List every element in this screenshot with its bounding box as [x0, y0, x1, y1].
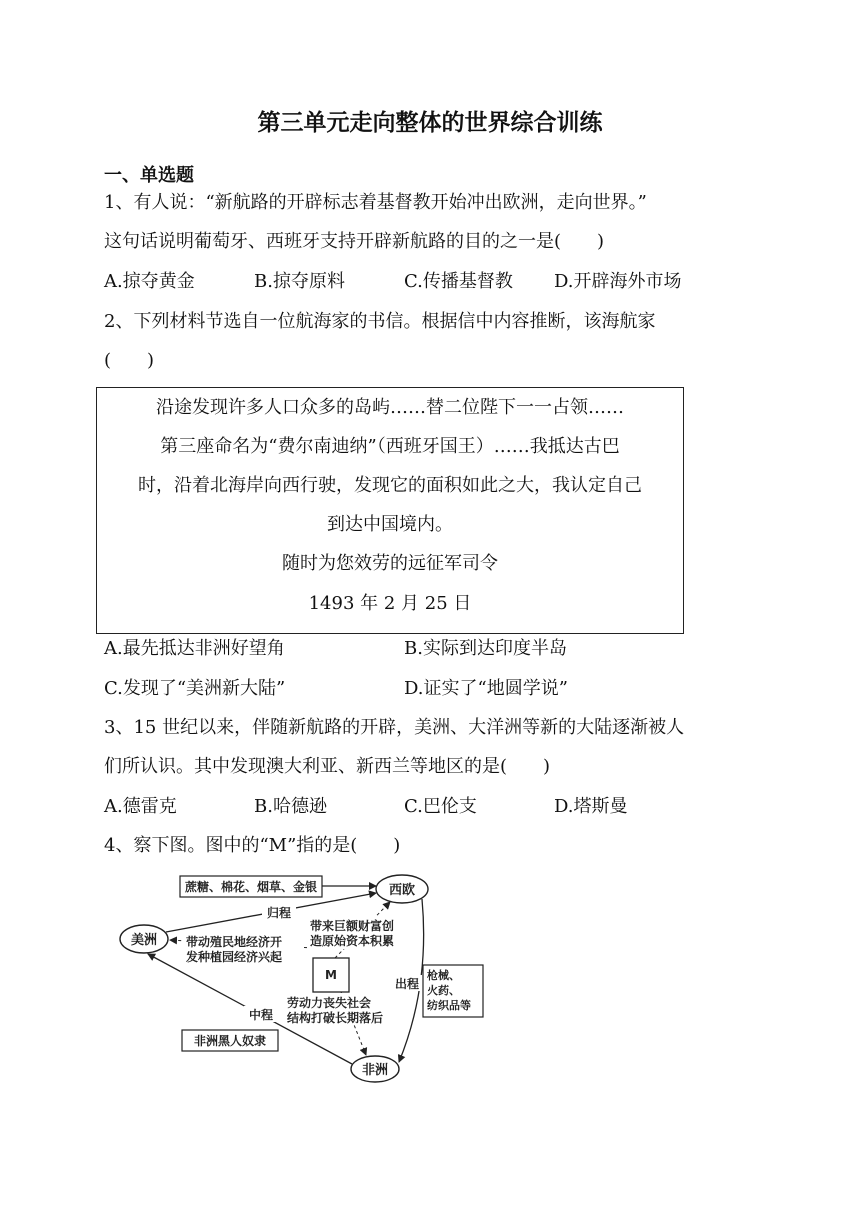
q3-stem-line1: 3、15 世纪以来，伴随新航路的开辟，美洲、大洋洲等新的大陆逐渐被人	[104, 717, 685, 738]
europe-effect-line2: 造原始资本积累	[310, 934, 395, 948]
west-europe-label: 西欧	[388, 883, 416, 898]
page-title: 第三单元走向整体的世界综合训练	[257, 110, 603, 136]
q3-option-b: B.哈德逊	[254, 796, 327, 817]
africa-effect-line1: 劳动力丧失社会	[287, 996, 372, 1010]
export-goods-line1: 枪械、	[427, 969, 460, 982]
america-label: 美洲	[130, 933, 158, 948]
q1-option-d: D.开辟海外市场	[554, 271, 682, 292]
q1-stem-line1: 1、有人说：“新航路的开辟标志着基督教开始冲出欧洲，走向世界。”	[104, 192, 647, 213]
q2-option-b: B.实际到达印度半岛	[404, 638, 567, 659]
letter-signature: 随时为您效劳的远征军司令	[282, 553, 498, 574]
letter-date: 1493 年 2 月 25 日	[308, 593, 472, 614]
middle-leg-label: 中程	[248, 1008, 274, 1022]
america-effect-line2: 发种植园经济兴起	[186, 950, 283, 964]
export-goods-line3: 纺织品等	[427, 999, 471, 1012]
q2-stem-line2: ( )	[104, 350, 155, 371]
m-box-label: M	[325, 968, 337, 982]
q2-stem-line1: 2、下列材料节选自一位航海家的书信。根据信中内容推断，该海航家	[104, 311, 656, 332]
letter-line-2: 第三座命名为“费尔南迪纳”（西班牙国王）……我抵达古巴	[160, 436, 620, 457]
africa-effect-line2: 结构打破长期落后	[287, 1011, 384, 1025]
return-leg-label: 归程	[266, 906, 292, 920]
letter-line-3: 时，沿着北海岸向西行驶，发现它的面积如此之大，我认定自己	[138, 475, 642, 496]
triangular-trade-diagram	[110, 866, 500, 1088]
q3-option-a: A.德雷克	[104, 796, 177, 817]
q1-option-a: A.掠夺黄金	[104, 271, 195, 292]
america-effect-line1: 带动殖民地经济开	[186, 935, 283, 949]
letter-line-1: 沿途发现许多人口众多的岛屿……替二位陛下一一占领……	[156, 397, 624, 418]
letter-line-4: 到达中国境内。	[327, 514, 453, 535]
q3-option-c: C.巴伦支	[404, 796, 477, 817]
q3-stem-line2: 们所认识。其中发现澳大利亚、新西兰等地区的是( )	[104, 756, 551, 777]
goods-label: 蔗糖、棉花、烟草、金银	[184, 880, 318, 894]
q4-stem: 4、察下图。图中的“M”指的是( )	[104, 835, 401, 856]
q1-stem-line2: 这句话说明葡萄牙、西班牙支持开辟新航路的目的之一是( )	[104, 231, 605, 252]
q3-option-d: D.塔斯曼	[554, 796, 628, 817]
section-heading: 一、单选题	[104, 165, 194, 186]
slaves-label: 非洲黑人奴隶	[193, 1034, 267, 1048]
q2-option-a: A.最先抵达非洲好望角	[104, 638, 285, 659]
q1-option-b: B.掠夺原料	[254, 271, 345, 292]
q1-option-c: C.传播基督教	[404, 271, 513, 292]
outbound-leg-label: 出程	[394, 977, 420, 991]
africa-label: 非洲	[361, 1063, 389, 1078]
q2-option-d: D.证实了“地圆学说”	[404, 678, 568, 699]
europe-effect-line1: 带来巨额财富创	[310, 919, 395, 933]
letter-excerpt-box	[96, 387, 684, 634]
export-goods-line2: 火药、	[427, 984, 460, 997]
q2-option-c: C.发现了“美洲新大陆”	[104, 678, 286, 699]
